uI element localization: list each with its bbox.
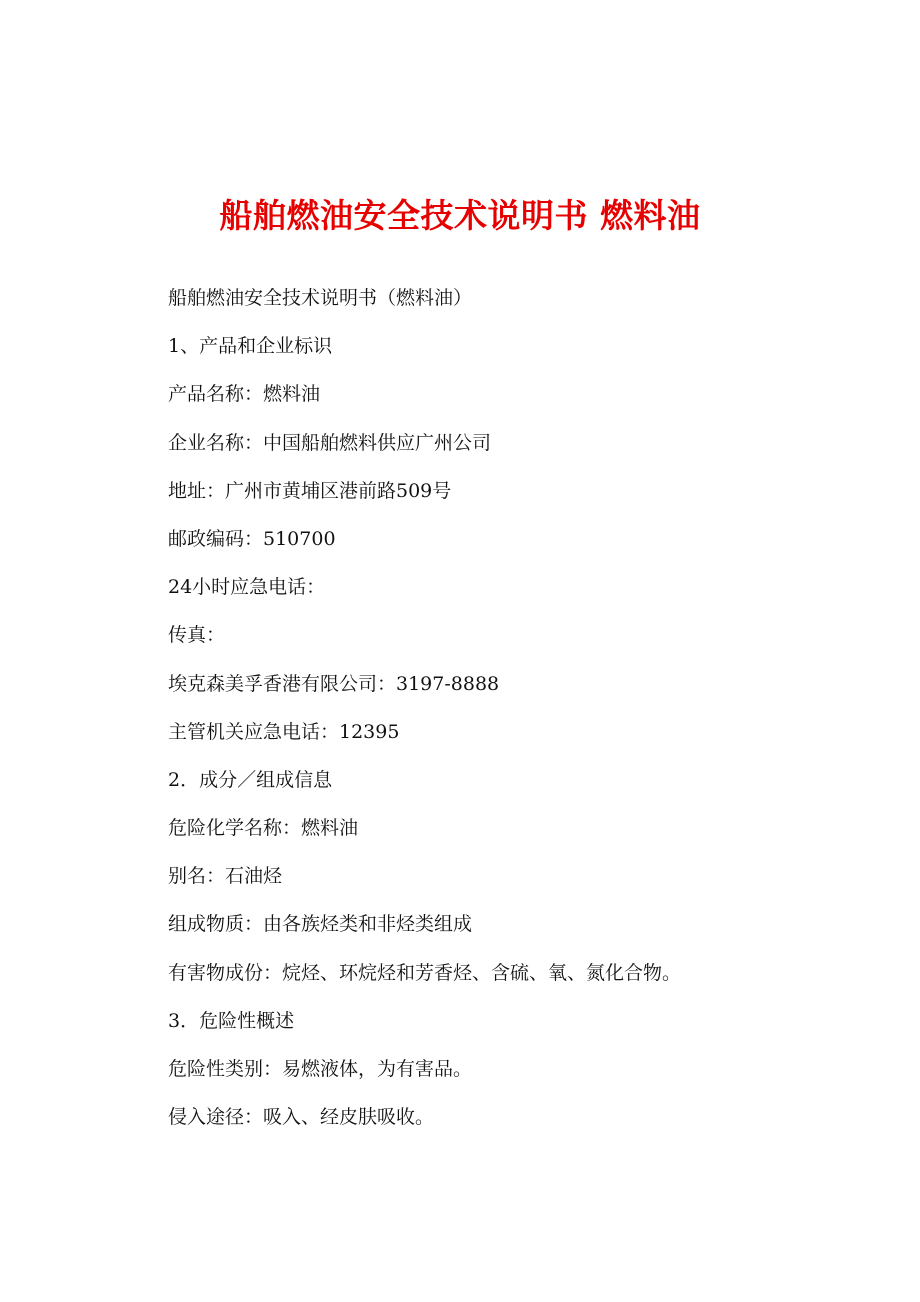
composition-line: 组成物质：由各族烃类和非烃类组成: [168, 913, 473, 936]
chemical-name-line: 危险化学名称：燃料油: [168, 817, 359, 840]
document-title: 船舶燃油安全技术说明书 燃料油: [219, 196, 701, 235]
authority-emergency-phone-line: 主管机关应急电话：12395: [168, 720, 400, 743]
fax-line: 传真：: [168, 624, 226, 647]
company-name-line: 企业名称：中国船舶燃料供应广州公司: [168, 431, 492, 454]
postal-code-line: 邮政编码：510700: [168, 527, 336, 550]
document-body: [168, 276, 868, 1143]
alias-line: 别名：石油烃: [168, 865, 283, 888]
exposure-routes-line: 侵入途径：吸入、经皮肤吸收。: [168, 1106, 435, 1129]
emergency-phone-line: 24小时应急电话：: [168, 576, 326, 599]
hazardous-components-line: 有害物成份：烷烃、环烷烃和芳香烃、含硫、氧、氮化合物。: [168, 961, 682, 984]
address-line: 地址：广州市黄埔区港前路509号: [168, 479, 452, 502]
section-heading-identification: 1、产品和企业标识: [168, 335, 333, 358]
section-heading-composition: 2．成分／组成信息: [168, 768, 333, 791]
exxonmobil-phone-line: 埃克森美孚香港有限公司：3197-8888: [168, 672, 500, 695]
subtitle-line: 船舶燃油安全技术说明书（燃料油）: [168, 287, 473, 309]
hazard-category-line: 危险性类别：易燃液体，为有害品。: [168, 1058, 473, 1080]
product-name-line: 产品名称：燃料油: [168, 383, 321, 406]
section-heading-hazards: 3．危险性概述: [168, 1009, 295, 1032]
